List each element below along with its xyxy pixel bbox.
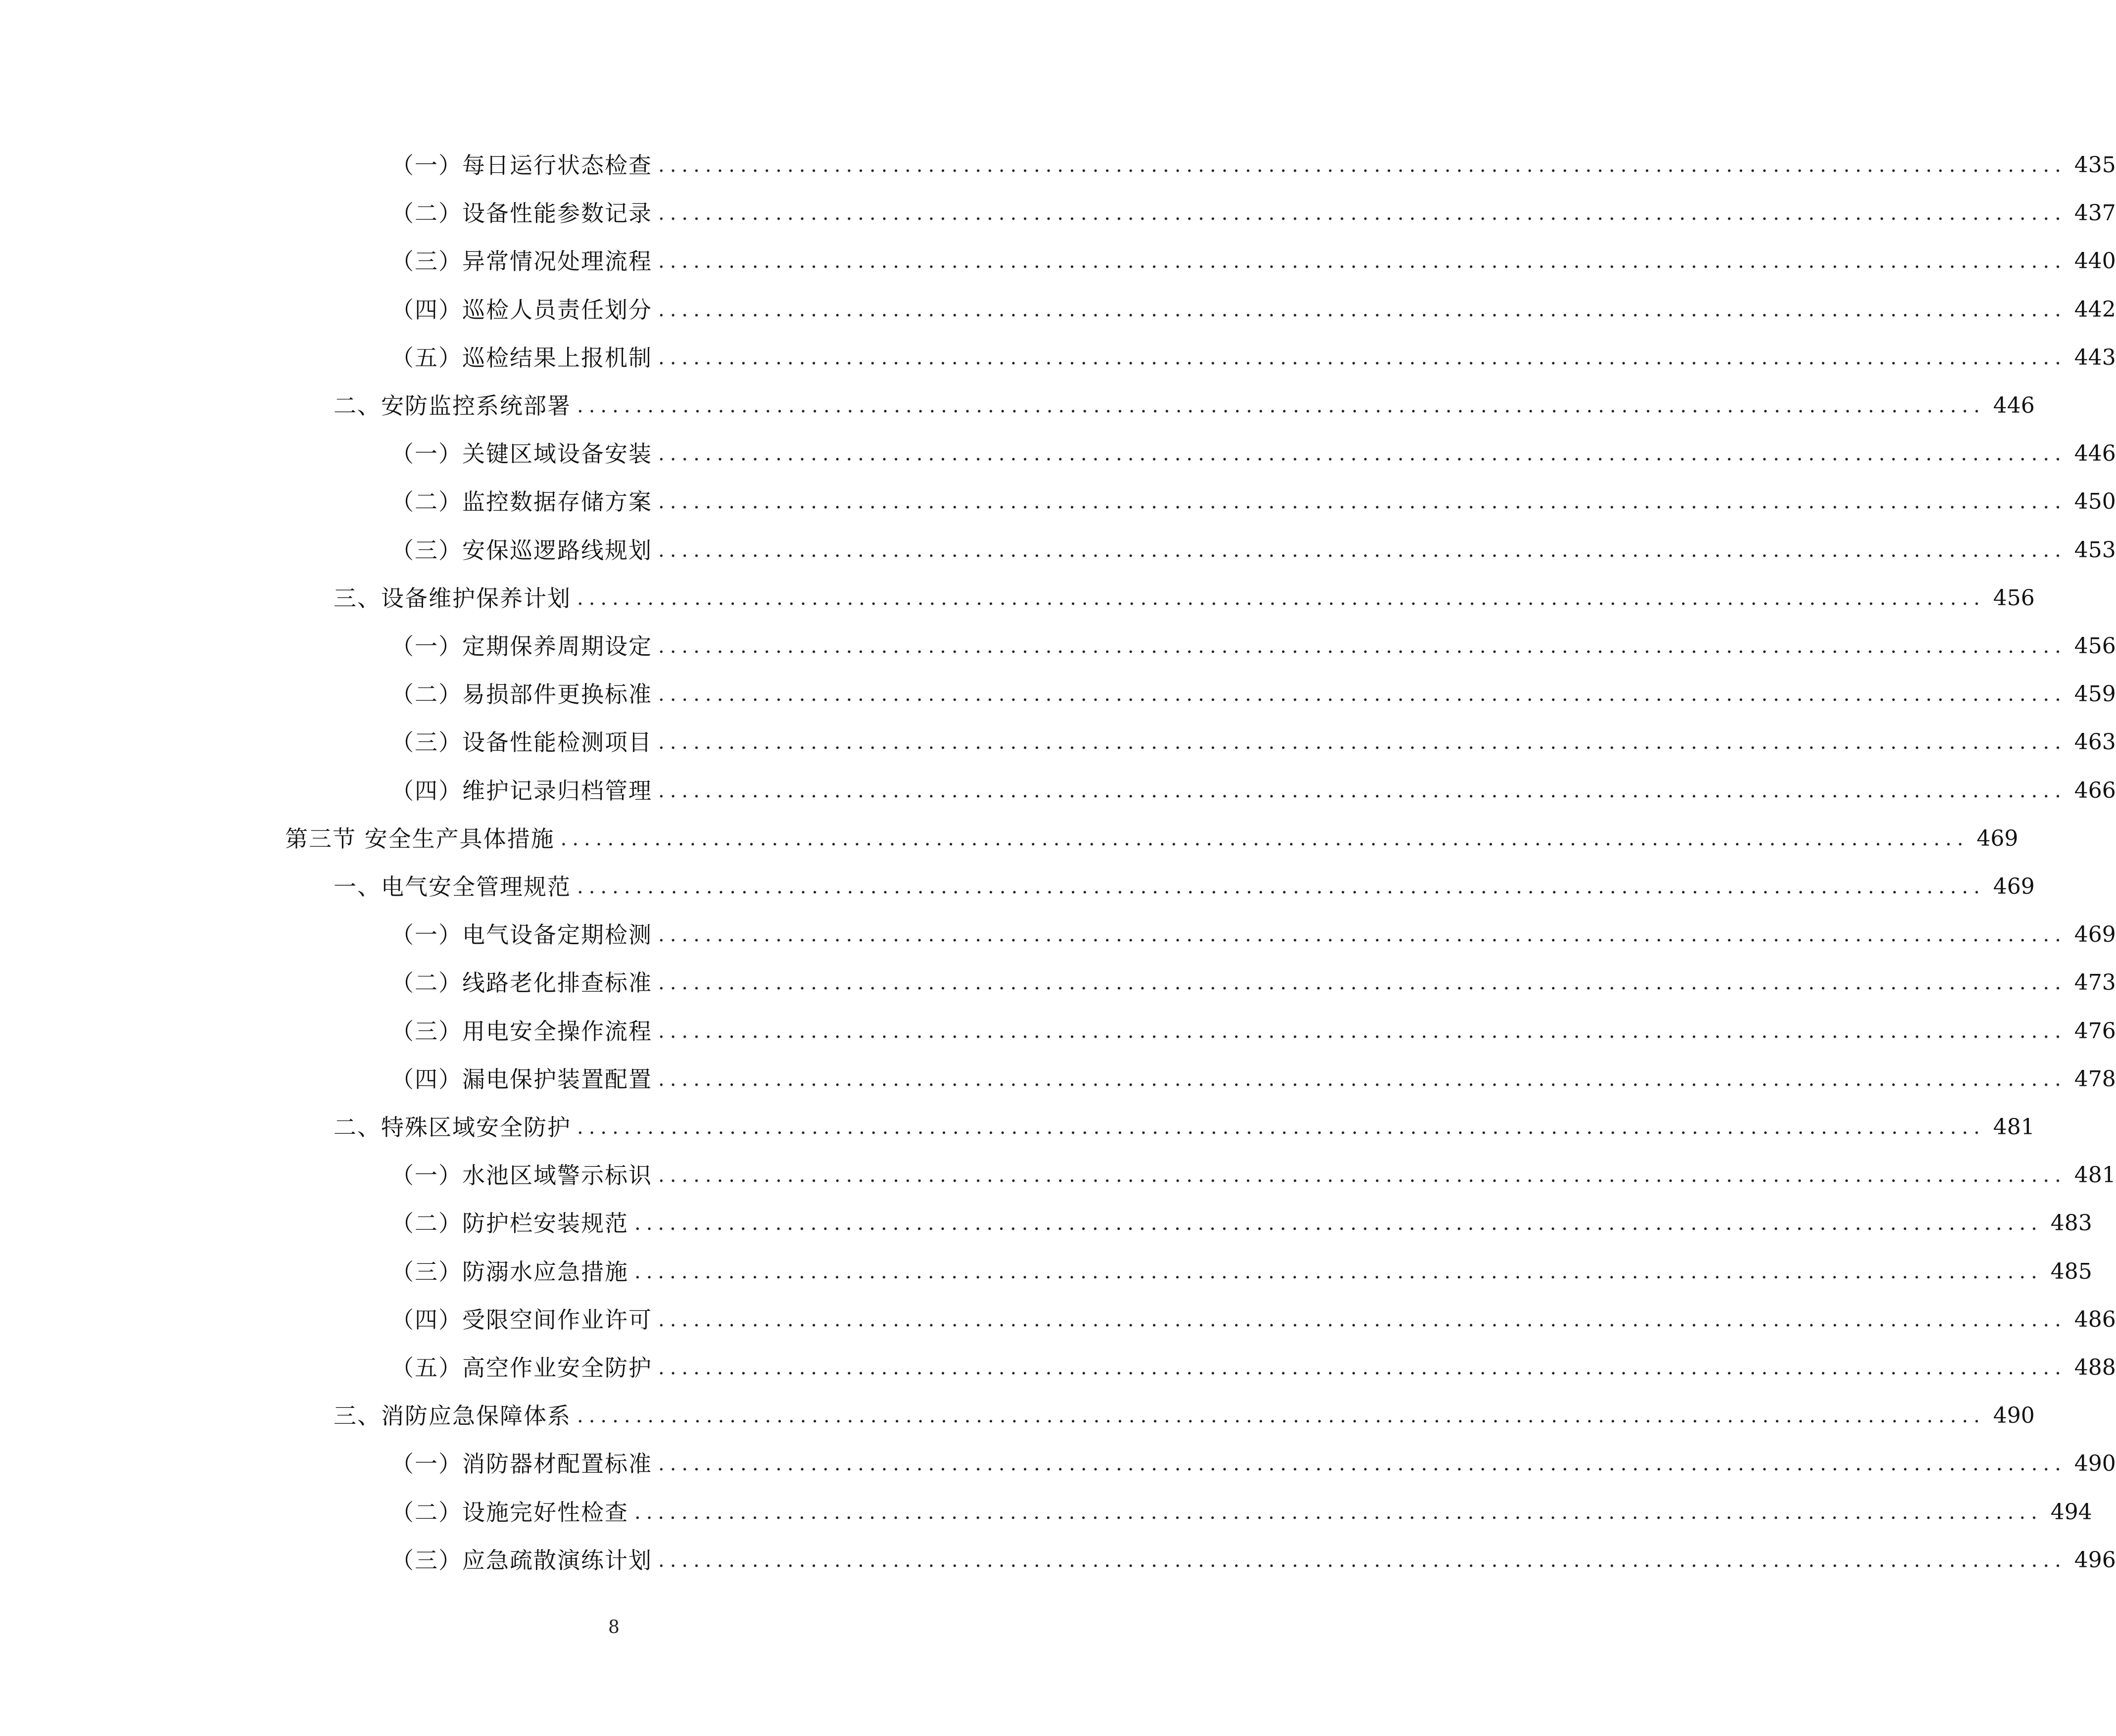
toc-entry-page-number: 466 — [2074, 777, 2116, 803]
leader-dots: ........................................................................................................................ — [658, 298, 2067, 321]
toc-entry-title: （一）关键区域设备安装 — [391, 440, 652, 468]
toc-entry[interactable] — [391, 530, 2116, 570]
toc-entry-title: （一）每日运行状态检查 — [391, 152, 652, 179]
toc-entry[interactable] — [391, 627, 2116, 666]
toc-entry-title: （三）防溺水应急措施 — [391, 1258, 628, 1285]
leader-dots: ........................................................................................................................ — [577, 586, 1985, 610]
toc-entry[interactable] — [391, 434, 2116, 474]
toc-entry-title: （二）防护栏安装规范 — [391, 1210, 628, 1237]
leader-dots: ........................................................................................................................ — [634, 1500, 2043, 1524]
toc-entry-title: （二）设备性能参数记录 — [391, 200, 652, 227]
leader-dots: ........................................................................................................................ — [658, 1548, 2067, 1572]
leader-dots: ........................................................................................................................ — [658, 1164, 2067, 1187]
toc-entry[interactable] — [391, 1060, 2116, 1099]
toc-entry-page-number: 478 — [2074, 1066, 2116, 1092]
toc-entry-title: （三）用电安全操作流程 — [391, 1017, 652, 1045]
toc-entry[interactable] — [334, 1108, 2035, 1147]
toc-entry[interactable] — [391, 193, 2116, 233]
leader-dots: ........................................................................................................................ — [634, 1260, 2043, 1283]
toc-entry-title: （四）维护记录归档管理 — [391, 777, 652, 804]
toc-entry-page-number: 463 — [2074, 729, 2116, 755]
toc-entry-title: （三）异常情况处理流程 — [391, 248, 652, 275]
toc-entry[interactable] — [391, 1493, 2092, 1532]
leader-dots: ........................................................................................................................ — [658, 779, 2067, 802]
toc-entry-title: 三、消防应急保障体系 — [334, 1402, 571, 1430]
leader-dots: ........................................................................................................................ — [658, 202, 2067, 225]
toc-entry[interactable] — [334, 1396, 2035, 1436]
toc-entry[interactable] — [391, 1300, 2116, 1340]
page-footer-number: 8 — [608, 1617, 620, 1638]
leader-dots: ........................................................................................................................ — [560, 827, 1969, 850]
toc-entry[interactable] — [391, 723, 2116, 762]
leader-dots: ........................................................................................................................ — [658, 154, 2067, 177]
leader-dots: ........................................................................................................................ — [658, 538, 2067, 562]
toc-entry-page-number: 481 — [1993, 1114, 2035, 1140]
toc-entry-title: （三）设备性能检测项目 — [391, 729, 652, 756]
leader-dots: ........................................................................................................................ — [577, 394, 1985, 417]
toc-entry-title: 一、电气安全管理规范 — [334, 873, 571, 900]
toc-entry-title: （五）高空作业安全防护 — [391, 1354, 652, 1381]
toc-entry-page-number: 450 — [2074, 489, 2116, 515]
toc-entry-page-number: 446 — [1993, 393, 2035, 418]
leader-dots: ........................................................................................................................ — [658, 346, 2067, 369]
toc-entry-page-number: 494 — [2050, 1499, 2092, 1525]
leader-dots: ........................................................................................................................ — [658, 1067, 2067, 1091]
leader-dots: ........................................................................................................................ — [658, 635, 2067, 658]
toc-entry-page-number: 443 — [2074, 344, 2116, 370]
toc-entry-title: （二）易损部件更换标准 — [391, 681, 652, 708]
toc-entry-page-number: 469 — [1976, 825, 2019, 851]
toc-entry-title: （一）电气设备定期检测 — [391, 921, 652, 949]
toc-entry-title: （四）受限空间作业许可 — [391, 1306, 652, 1333]
toc-entry-page-number: 469 — [1993, 874, 2035, 899]
toc-entry[interactable] — [391, 241, 2116, 281]
toc-entry[interactable] — [391, 771, 2116, 811]
leader-dots: ........................................................................................................................ — [658, 971, 2067, 995]
toc-entry[interactable] — [391, 675, 2116, 714]
toc-entry-title: 二、安防监控系统部署 — [334, 392, 571, 419]
toc-entry-page-number: 437 — [2074, 200, 2116, 226]
leader-dots: ........................................................................................................................ — [658, 1356, 2067, 1379]
toc-entry[interactable] — [391, 1204, 2092, 1243]
toc-entry-page-number: 483 — [2050, 1210, 2092, 1236]
toc-entry-page-number: 453 — [2074, 537, 2116, 563]
toc-entry-title: 二、特殊区域安全防护 — [334, 1114, 571, 1141]
toc-entry[interactable] — [391, 963, 2116, 1003]
toc-entry[interactable] — [285, 819, 2019, 859]
toc-entry-title: （二）监控数据存储方案 — [391, 488, 652, 516]
toc-entry-page-number: 473 — [2074, 970, 2116, 996]
toc-entry[interactable] — [391, 290, 2116, 330]
toc-entry-title: （二）设施完好性检查 — [391, 1498, 628, 1526]
toc-entry-title: （二）线路老化排查标准 — [391, 969, 652, 997]
leader-dots: ........................................................................................................................ — [634, 1212, 2043, 1235]
leader-dots: ........................................................................................................................ — [658, 923, 2067, 947]
toc-entry[interactable] — [334, 867, 2035, 907]
toc-entry[interactable] — [391, 338, 2116, 378]
leader-dots: ........................................................................................................................ — [577, 1404, 1985, 1428]
toc-entry-title: 三、设备维护保养计划 — [334, 584, 571, 612]
toc-entry[interactable] — [334, 579, 2035, 618]
toc-entry-page-number: 456 — [2074, 633, 2116, 659]
toc-entry-page-number: 435 — [2074, 152, 2116, 178]
toc-entry-page-number: 490 — [1993, 1403, 2035, 1429]
leader-dots: ........................................................................................................................ — [658, 1308, 2067, 1331]
toc-entry-page-number: 485 — [2050, 1258, 2092, 1284]
leader-dots: ........................................................................................................................ — [658, 1019, 2067, 1043]
toc-entry[interactable] — [391, 1541, 2116, 1580]
toc-entry-title: （三）应急疏散演练计划 — [391, 1546, 652, 1574]
toc-entry-page-number: 486 — [2074, 1306, 2116, 1332]
toc-entry-title: （四）漏电保护装置配置 — [391, 1065, 652, 1093]
toc-entry[interactable] — [391, 1252, 2092, 1292]
toc-entry-page-number: 490 — [2074, 1451, 2116, 1477]
toc-entry[interactable] — [334, 386, 2035, 426]
leader-dots: ........................................................................................................................ — [658, 250, 2067, 273]
leader-dots: ........................................................................................................................ — [577, 1116, 1985, 1139]
toc-entry-title: （一）水池区域警示标识 — [391, 1162, 652, 1189]
toc-entry-page-number: 442 — [2074, 296, 2116, 322]
leader-dots: ........................................................................................................................ — [577, 875, 1985, 898]
toc-entry[interactable] — [391, 915, 2116, 955]
toc-entry-page-number: 481 — [2074, 1162, 2116, 1188]
leader-dots: ........................................................................................................................ — [658, 683, 2067, 706]
toc-entry-page-number: 446 — [2074, 441, 2116, 467]
toc-entry[interactable] — [391, 1348, 2116, 1388]
toc-entry-title: （三）安保巡逻路线规划 — [391, 536, 652, 564]
leader-dots: ........................................................................................................................ — [658, 490, 2067, 514]
toc-entry-title: 第三节 安全生产具体措施 — [285, 825, 555, 852]
toc-entry[interactable] — [391, 1444, 2116, 1484]
toc-entry[interactable] — [391, 482, 2116, 522]
leader-dots: ........................................................................................................................ — [658, 442, 2067, 466]
toc-entry-page-number: 456 — [1993, 585, 2035, 611]
toc-entry-page-number: 496 — [2074, 1547, 2116, 1573]
toc-entry-page-number: 476 — [2074, 1018, 2116, 1044]
toc-entry-title: （一）定期保养周期设定 — [391, 633, 652, 660]
toc-entry-page-number: 440 — [2074, 248, 2116, 274]
leader-dots: ........................................................................................................................ — [658, 1452, 2067, 1476]
toc-entry[interactable] — [391, 1012, 2116, 1051]
toc-entry-title: （一）消防器材配置标准 — [391, 1450, 652, 1478]
toc-entry-page-number: 488 — [2074, 1355, 2116, 1380]
toc-entry[interactable] — [391, 1156, 2116, 1195]
toc-entry-title: （四）巡检人员责任划分 — [391, 296, 652, 323]
toc-entry-page-number: 469 — [2074, 922, 2116, 948]
leader-dots: ........................................................................................................................ — [658, 731, 2067, 754]
toc-entry[interactable] — [391, 145, 2116, 185]
toc-entry-title: （五）巡检结果上报机制 — [391, 344, 652, 371]
toc-entry-page-number: 459 — [2074, 681, 2116, 707]
